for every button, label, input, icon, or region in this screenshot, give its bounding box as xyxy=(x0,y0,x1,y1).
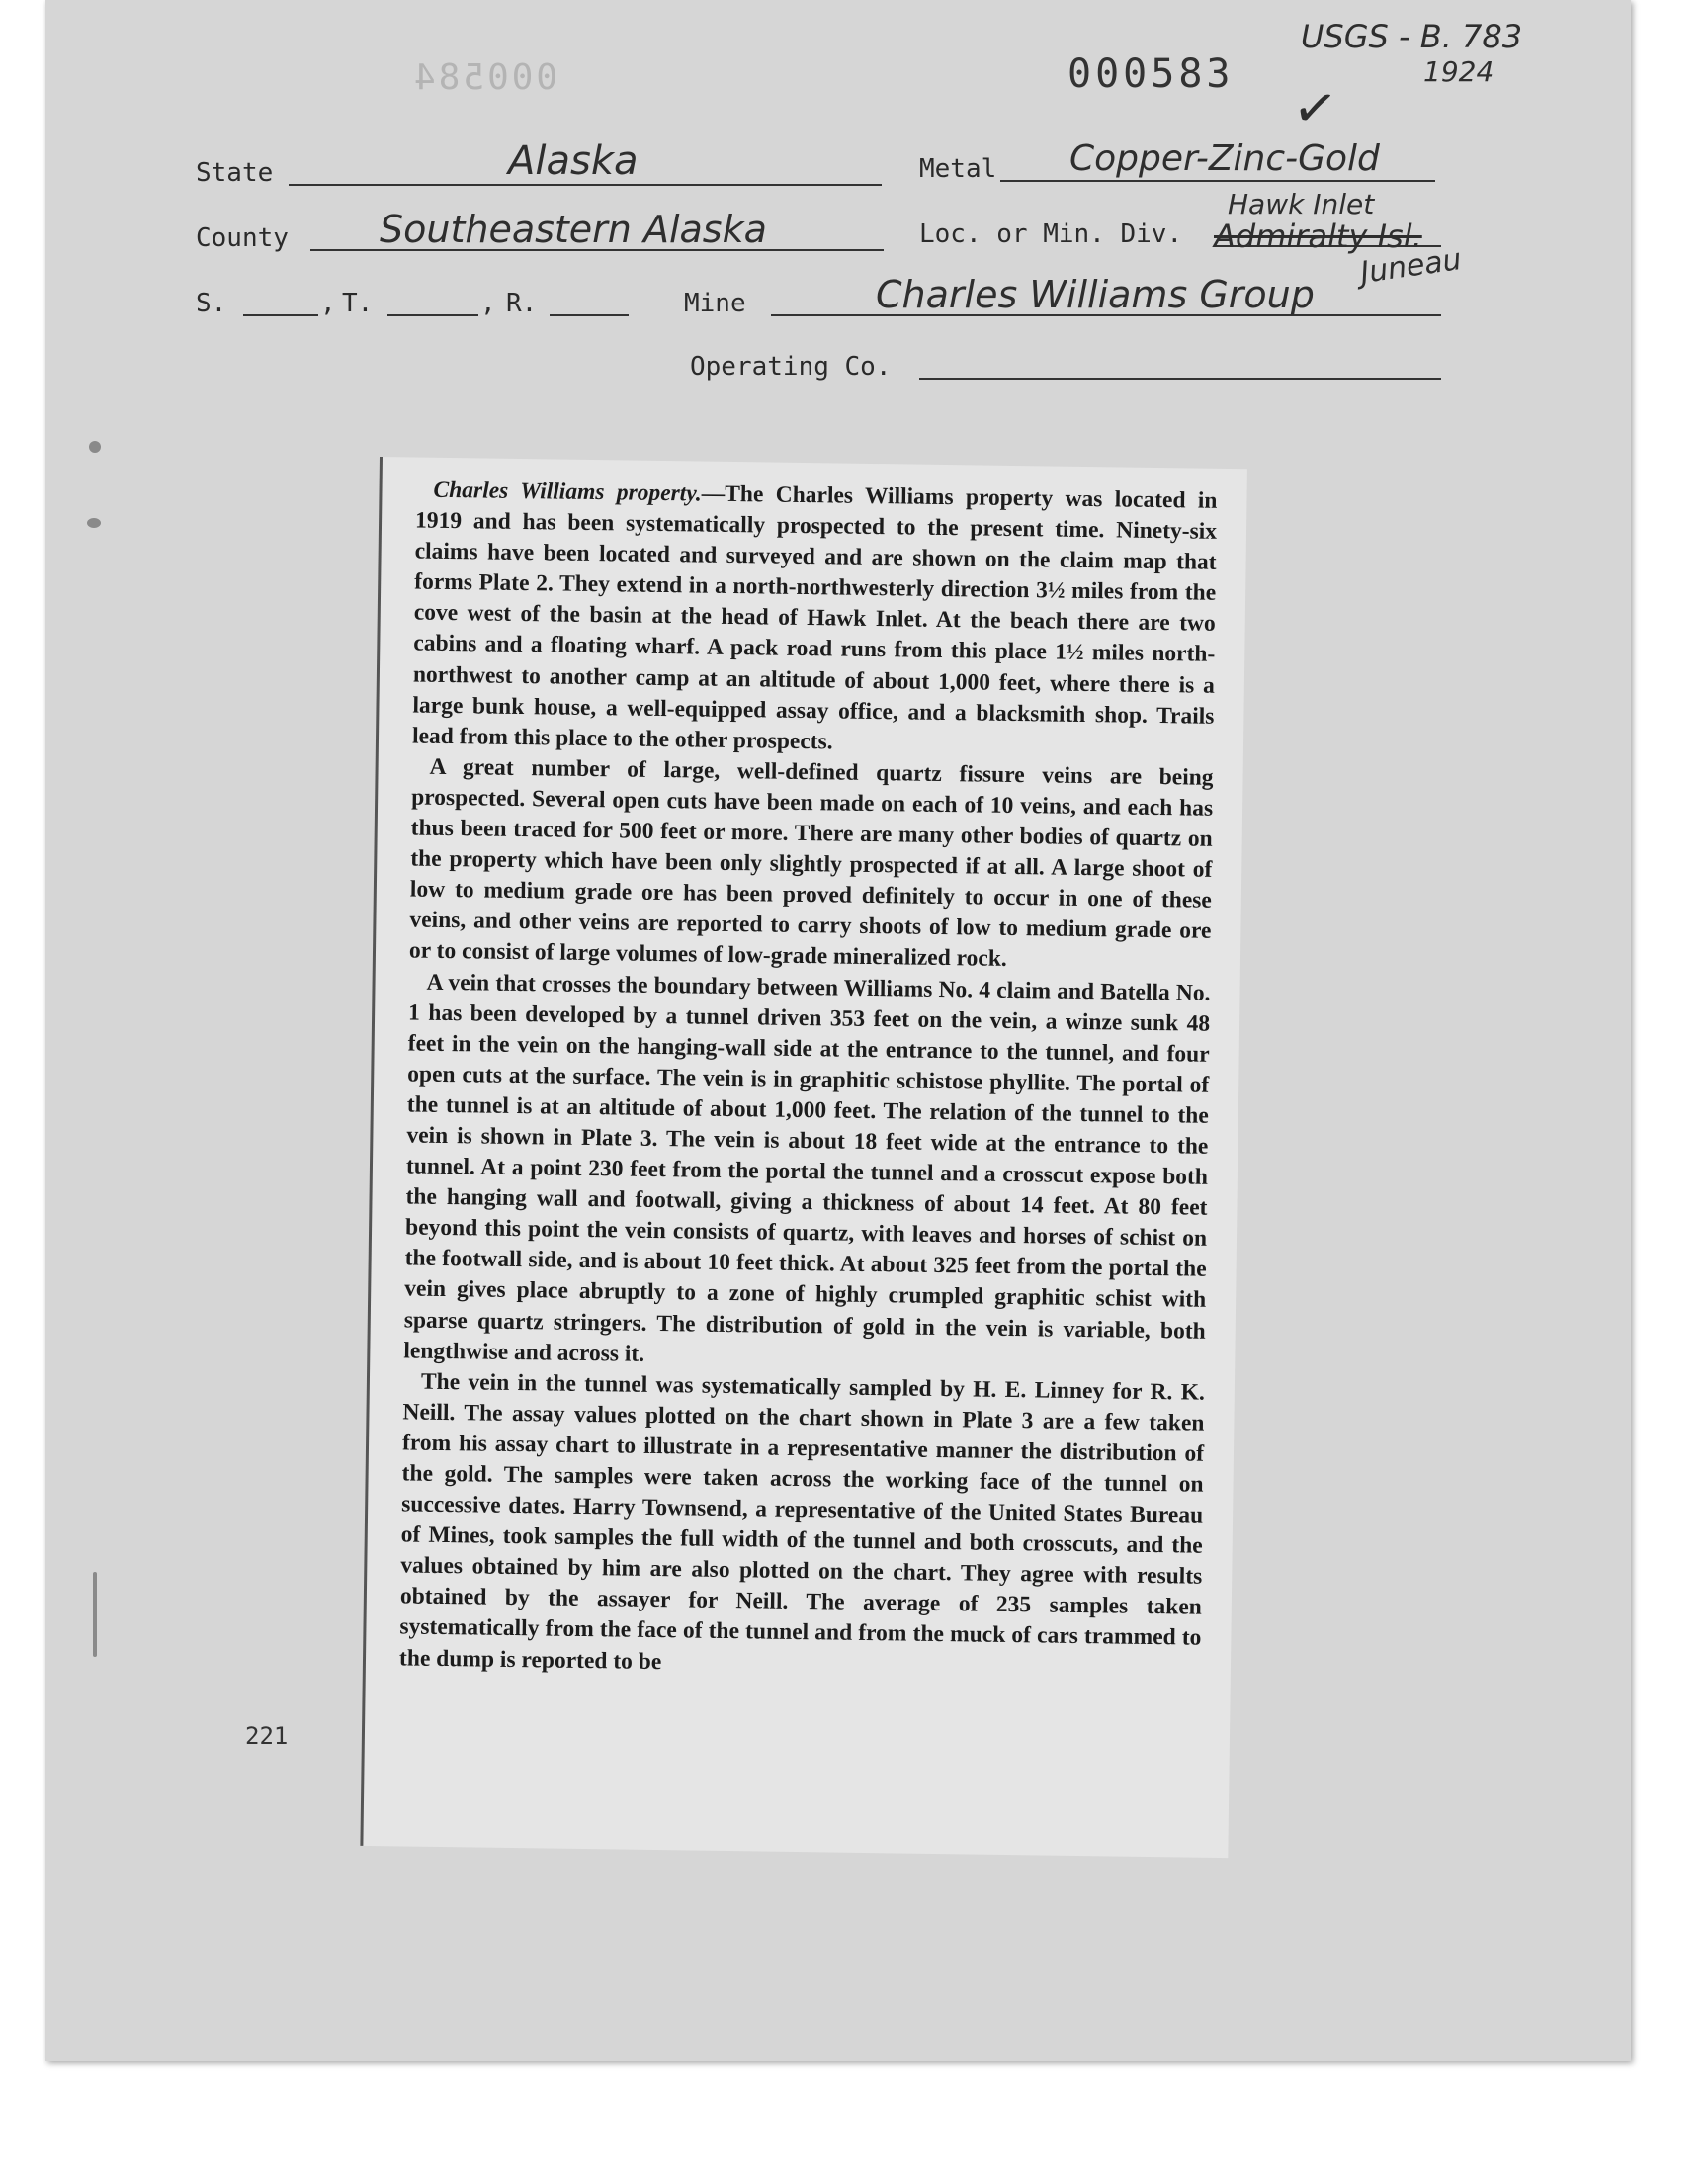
checkmark-icon: ✓ xyxy=(1288,74,1342,142)
faded-file-number: 000584 xyxy=(411,57,558,98)
usgs-reference: USGS - B. 783 xyxy=(1301,18,1523,55)
state-line xyxy=(289,184,882,186)
paragraph-4: The vein in the tunnel was systematically sampled by H. E. Linney for R. K. Neill. The assay values plotted on the chart shown in Plate 3 are a few taken from his assay chart to illustrate in a representative manner the distribution of the gold. The samples were taken across the working face of the tunnel on successive dates. Harry Townsend, a representative of the United States Bureau of Mines, took samples the full width of the tunnel and both crosscuts, and the values obtained by him are also plotted on the chart. They agree with results obtained by the assayer for Neill. The average of 235 samples taken systematically from the face of the tunnel and from the muck of cars trammed to the dump is reported to be xyxy=(398,1368,1206,1675)
paragraph-2: A great number of large, well-defined quartz fissure veins are being prospected. Several open cuts have been made on each of 10 veins, and each has thus been traced for 500 feet or more. There are many other bodies of quartz on the property which have been only slightly prospected if at all. A large shoot of low to medium grade ore has been proved definitely to occur in one of these veins, and other veins are reported to carry shoots of low to medium grade ore or to consist of large volumes of low-grade mineralized rock. xyxy=(408,753,1214,973)
metal-line xyxy=(1000,180,1435,182)
state-label: State xyxy=(196,158,274,188)
township-line xyxy=(387,314,478,316)
punch-mark xyxy=(89,441,101,453)
paragraph-3: A vein that crosses the boundary between Williams No. 4 claim and Batella No. 1 has been developed by a tunnel driven 353 feet on the vein, a winze sunk 48 feet in the vein on the hanging-wall side at the entrance to the tunnel, and four open cuts at the surface. The vein is in graphitic schistose phyllite. The portal of the tunnel is at an altitude of about 1,000 feet. The relation of the tunnel to the vein is shown in Plate 3. The vein is about 18 feet wide at the entrance to the tunnel. At a point 230 feet from the portal the tunnel and a crosscut expose both the hanging wall and footwall, giving a thickness of about 14 feet. At 80 feet beyond this point the vein consists of quartz, with leaves and horses of schist on the footwall side, and is about 10 feet thick. At about 325 feet from the portal the vein gives place abruptly to a zone of highly crumpled graphitic schist with sparse quartz stringers. The distribution of gold in the vein is variable, both lengthwise and across it. xyxy=(403,969,1211,1367)
county-value: Southeastern Alaska xyxy=(380,208,767,251)
loc-value-admiralty: Admiralty Isl. xyxy=(1214,218,1422,255)
loc-label: Loc. or Min. Div. xyxy=(919,219,1183,249)
state-value: Alaska xyxy=(508,138,639,184)
metal-label: Metal xyxy=(919,154,997,184)
paragraph-lead: Charles Williams property. xyxy=(433,477,702,507)
loc-value-juneau: Juneau xyxy=(1358,242,1464,291)
operating-label: Operating Co. xyxy=(690,352,892,382)
punch-mark xyxy=(93,1572,97,1657)
township-label: T. xyxy=(342,289,374,318)
metal-value: Copper-Zinc-Gold xyxy=(1069,138,1380,179)
punch-mark xyxy=(87,518,101,528)
file-number: 000583 xyxy=(1068,51,1235,97)
mine-value: Charles Williams Group xyxy=(876,273,1315,316)
range-line xyxy=(550,314,629,316)
page-number: 221 xyxy=(245,1722,289,1750)
section-label: S. xyxy=(196,289,227,318)
range-label: R. xyxy=(506,289,538,318)
loc-value-hawk-inlet: Hawk Inlet xyxy=(1228,188,1375,220)
paragraph-1: Charles Williams property.—The Charles Williams property was located in 1919 and has been systematically prospected to the present time. Ninety-six claims have been located and surveyed and are shown on the claim map that forms Plate 2. They extend in a north-northwesterly direction 3½ miles from the cove west of the basin at the head of Hawk Inlet. At the beach there are two cabins and a floating wharf. A pack road runs from this place 1½ miles north-northwest to another camp at an altitude of about 1,000 feet, where there is a large bunk house, a well-equipped assay office, and a blacksmith shop. Trails lead from this place to the other prospects. xyxy=(411,477,1218,755)
county-label: County xyxy=(196,223,289,253)
section-line xyxy=(243,314,318,316)
bulletin-clipping xyxy=(360,457,1247,1858)
mine-label: Mine xyxy=(684,289,746,318)
scanned-sheet: 000584 000583 USGS - B. 783 1924 ✓ State Alaska Metal Copper-Zinc-Gold County Southeastern Alaska Loc. or Min. Div. Hawk Inlet Admiralty Isl. Juneau S. , T. , R. Mine Charles Williams Group Operating Co. 221 xyxy=(45,0,1631,2061)
year-note: 1924 xyxy=(1423,55,1494,88)
operating-line xyxy=(919,378,1441,380)
